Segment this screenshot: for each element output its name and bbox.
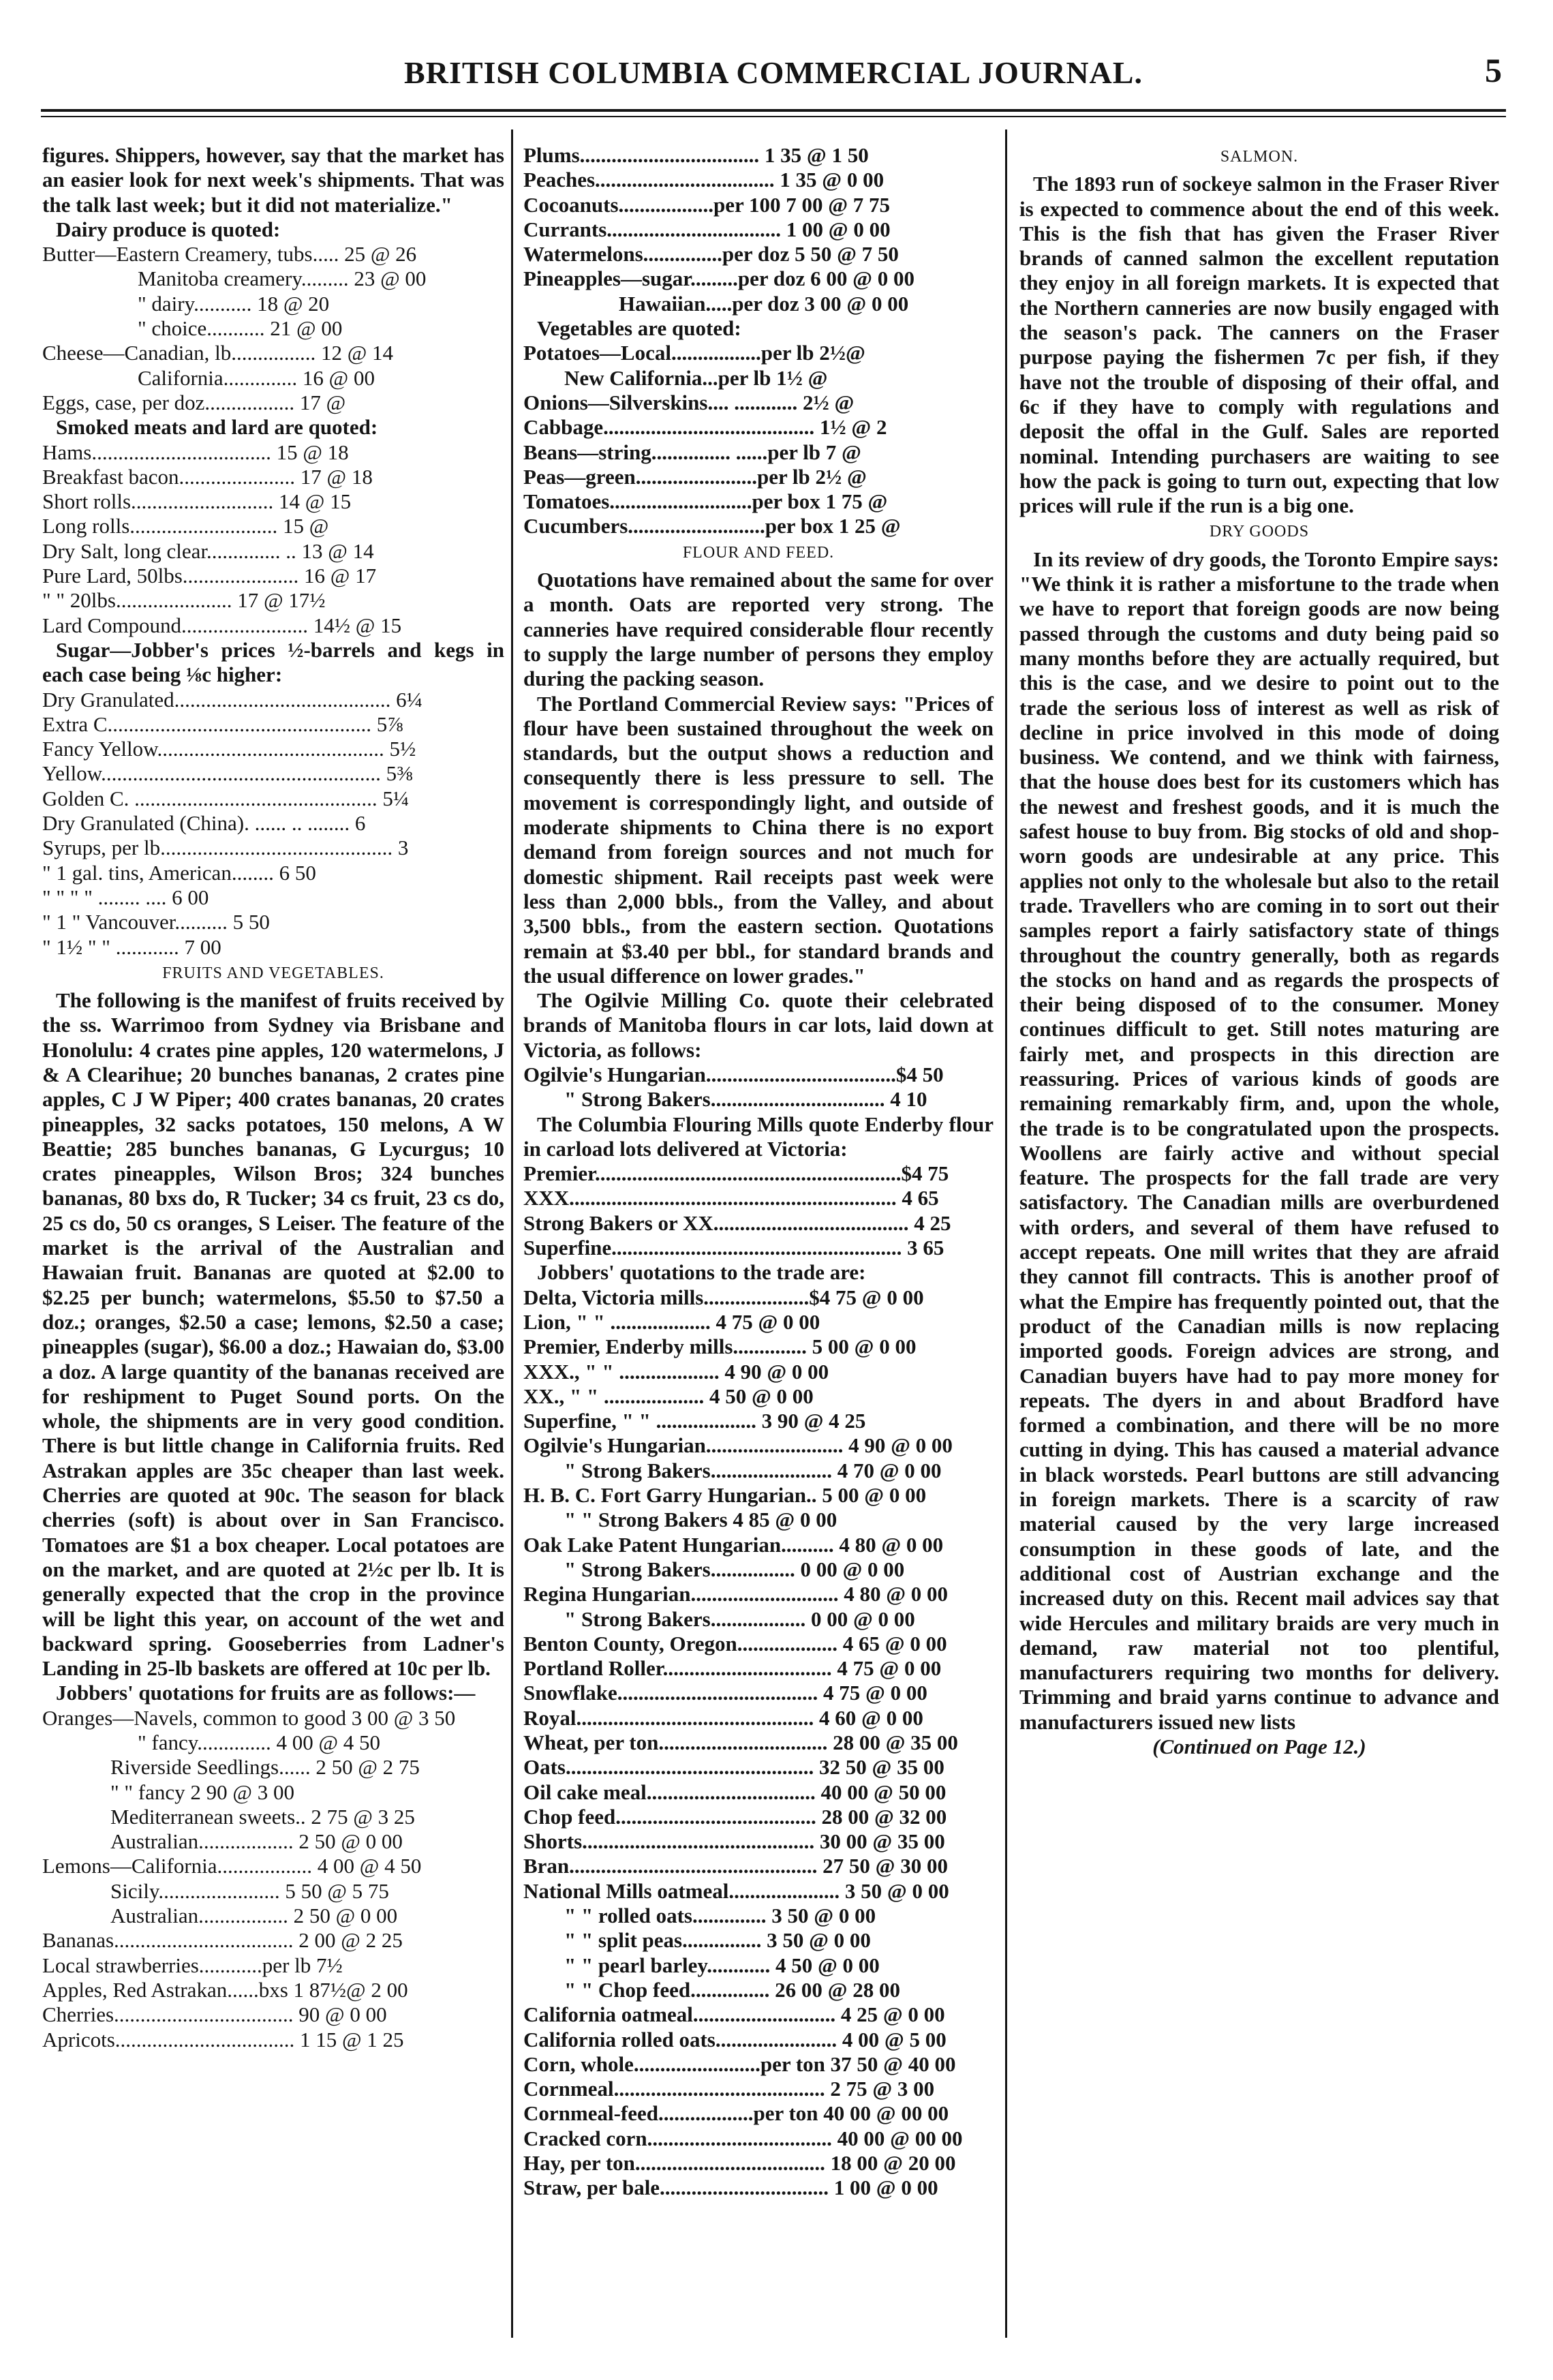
price-line: Cornmeal-feed..................per ton 40 00 @ 00 00 [523,2101,949,2126]
price-line: New California...per lb 1½ @ [564,365,828,390]
price-line: Dry Granulated......................................... 6¼ [42,687,422,712]
column-2 [523,143,994,2201]
price-line: " " 20lbs...................... 17 @ 17½ [42,588,326,613]
paragraph: Dairy produce is quoted: [56,217,281,241]
price-line: Delta, Victoria mills....................$4 75 @ 0 00 [523,1285,924,1309]
price-line: Regina Hungarian............................ 4 80 @ 0 00 [523,1582,949,1606]
header-rule [41,109,1506,112]
price-line: Lemons—California.................. 4 00 @ 4 50 [42,1854,422,1878]
price-line: Golden C. .............................................. 5¼ [42,786,410,810]
continuation-note: (Continued on Page 12.) [1152,1735,1366,1758]
price-line: Yellow..................................................... 5⅜ [42,761,413,786]
section-heading: SALMON. [1220,148,1299,166]
price-line: Lion, " " ................... 4 75 @ 0 00 [523,1309,820,1334]
price-line: Apples, Red Astrakan......bxs 1 87½@ 2 00 [42,1977,408,2002]
price-line: " " " " ........ .... 6 00 [42,885,209,909]
price-line: XX., " " ................... 4 50 @ 0 00 [523,1384,814,1408]
price-line: Pure Lard, 50lbs...................... 16 @ 17 [42,564,377,588]
price-line: Benton County, Oregon................... 4 65 @ 0 00 [523,1631,947,1656]
price-line: Hams.................................. 15 @ 18 [42,440,349,464]
column-divider [1005,129,1007,2338]
price-line: California oatmeal........................... 4 25 @ 0 00 [523,2002,945,2027]
price-line: Chop feed...................................... 28 00 @ 32 00 [523,1804,947,1829]
price-line: Cucumbers..........................per box 1 25 @ [523,514,901,538]
price-line: Butter—Eastern Creamery, tubs..... 25 @ 26 [42,242,417,266]
price-line: Ogilvie's Hungarian.......................... 4 90 @ 0 00 [523,1433,953,1458]
price-line: Watermelons...............per doz 5 50 @ 7 50 [523,242,899,266]
price-line: Cornmeal........................................ 2 75 @ 3 00 [523,2077,935,2101]
price-line: " fancy.............. 4 00 @ 4 50 [138,1730,381,1754]
price-line: Apricots.................................. 1 15 @ 1 25 [42,2027,404,2051]
price-line: Cheese—Canadian, lb................ 12 @ 14 [42,341,393,365]
price-line: Dry Salt, long clear.............. .. 13 @ 14 [42,538,374,563]
price-line: Riverside Seedlings...... 2 50 @ 2 75 [110,1755,420,1780]
price-line: Dry Granulated (China). ...... .. ........ 6 [42,811,366,836]
price-line: Superfine, " " ................... 3 90 @ 4 25 [523,1409,866,1433]
paragraph: Sugar—Jobber's prices ½-barrels and kegs in each case being ⅛c higher: [42,637,504,687]
price-line: Breakfast bacon...................... 17 @ 18 [42,464,373,489]
price-line: Beans—string............... ......per lb 7 @ [523,440,861,464]
paragraph: In its review of dry goods, the Toronto Empire says: "We think it is rather a misfortune to the trade when we have to report that foreign goods are now being passed through the customs and duty being paid so many months before they are actually required, but this is the case, and we desire to point out to the trade the serious loss of interest as well as risk of decline in price involved in this mode of doing business. We contend, and we think with fairness, that the house does best for its customers which has the newest and freshest goods, and it is much the safest house to buy from. Big stocks of old and shop-worn goods are undesirable at any price. This applies not only to the wholesale but also to the retail trade. Travellers who are coming in to sort out their samples report a fairly satisfactory state of things throughout the country generally, both as regards the stocks on hand and as regards the prospects of their being disposed of to the consumer. Money continues difficult to get. Still notes maturing are fairly met, and prospects in this direction are reassuring. Prices of various kinds of goods are remaining remarkably firm, and, upon the whole, the trade is to be congratulated upon the prospects. Woollens are fairly active and without special feature. The prospects for the fall trade are very satisfactory. The Canadian mills are overburdened with orders, and several of them have refused to accept repeats. One mill writes that they are afraid they cannot fill contracts. This is another proof of what the Empire has frequently pointed out, that the product of the Canadian mills is now replacing imported goods. Foreign advices are strong, and Canadian buyers have had to pay more money for repeats. The dyers in and about Bradford have formed a combination, and there will be no more cutting in dying. This has caused a material advance in black worsteds. Pearl buttons are still advancing in foreign markets. There is a scarcity of raw material caused by the very large increased consumption in these goods of late, and the additional cost of Austrian exchange and the increased duty on this. Recent mail advices say that wide Hercules and military braids are very much in demand, raw material not too plentiful, manufacturers requiring two months for delivery. Trimming and braid yarns continue to advance and manufacturers issued new lists [1019,547,1499,1734]
paragraph: Jobbers' quotations to the trade are: [537,1260,866,1285]
price-line: Cabbage........................................ 1½ @ 2 [523,415,887,440]
paragraph: The following is the manifest of fruits received by the ss. Warrimoo from Sydney via Brisbane and Honolulu: 4 crates pine apples, 120 watermelons, J & A Clearihue; 20 bunches bananas, 2 crates pine apples, C J W Piper; 400 crates bananas, 20 crates pineapples, 32 sacks potatoes, 150 melons, A W Beattie; 285 bunches bananas, G Lycurgus; 10 crates pineapples, Wilson Bros; 324 bunches bananas, 80 bxs do, R Tucker; 34 cs fruit, 23 cs do, 25 cs do, 50 cs oranges, S Leiser. The feature of the market is the arrival of the Australian and Hawaian fruit. Bananas are quoted at $2.00 to $2.25 per bunch; watermelons, $5.50 to $7.50 a doz.; oranges, $2.50 a case; lemons, $2.50 a case; pineapples (sugar), $6.00 a doz.; Hawaian do, $3.00 a doz. A large quantity of the bananas received are for reshipment to Puget Sound ports. On the whole, the shipments are in very good condition. There is but little change in California fruits. Red Astrakan apples are 35c cheaper than last week. Cherries are quoted at 90c. The season for black cherries (soft) is about over in San Francisco. Tomatoes are $1 a box cheaper. Local potatoes are on the market, and are quoted at 2½c per lb. It is generally expected that the crop in the province will be light this year, on account of the wet and backward spring. Gooseberries from Ladner's Landing in 25-lb baskets are offered at 10c per lb. [42,988,504,1681]
section-heading: FRUITS AND VEGETABLES. [162,964,384,982]
price-line: Ogilvie's Hungarian....................................$4 50 [523,1062,944,1086]
price-line: Wheat, per ton................................ 28 00 @ 35 00 [523,1730,958,1754]
price-line: Superfine....................................................... 3 65 [523,1236,944,1260]
price-line: Pineapples—sugar.........per doz 6 00 @ 0 00 [523,266,914,291]
price-line: Premier, Enderby mills.............. 5 00 @ 0 00 [523,1334,917,1359]
price-line: Local strawberries............per lb 7½ [42,1953,343,1977]
price-line: " " Chop feed............... 26 00 @ 28 00 [564,1977,900,2002]
price-line: " " pearl barley............ 4 50 @ 0 00 [564,1953,880,1977]
price-line: Bran............................................... 27 50 @ 30 00 [523,1854,949,1878]
price-line: Syrups, per lb............................................ 3 [42,836,409,860]
column-3 [1019,143,1499,1759]
price-line: Eggs, case, per doz................. 17 @ [42,390,346,414]
paragraph: Jobbers' quotations for fruits are as follows:— [56,1681,476,1705]
price-line: Hay, per ton.................................... 18 00 @ 20 00 [523,2151,956,2176]
price-line: Oranges—Navels, common to good 3 00 @ 3 50 [42,1705,456,1730]
price-line: Cocoanuts..................per 100 7 00 @ 7 75 [523,192,891,217]
price-line: Shorts............................................ 30 00 @ 35 00 [523,1829,945,1854]
price-line: Portland Roller................................ 4 75 @ 0 00 [523,1656,942,1681]
price-line: Australian.................. 2 50 @ 0 00 [110,1829,403,1854]
column-divider [511,129,513,2338]
price-line: Oil cake meal................................ 40 00 @ 50 00 [523,1780,947,1804]
section-heading: DRY GOODS [1209,523,1310,541]
section-heading: FLOUR AND FEED. [682,543,835,562]
paragraph: The Ogilvie Milling Co. quote their celebrated brands of Manitoba flours in car lots, laid down at Victoria, as follows: [523,988,994,1062]
price-line: Cherries.................................. 90 @ 0 00 [42,2002,387,2027]
price-line: " " split peas............... 3 50 @ 0 00 [564,1928,871,1953]
price-line: " 1 " Vancouver.......... 5 50 [42,910,270,934]
price-line: Manitoba creamery......... 23 @ 00 [138,266,427,291]
price-line: Currants................................. 1 00 @ 0 00 [523,217,891,241]
price-line: Premier..........................................................$4 75 [523,1161,949,1186]
header-rule-thin [41,116,1506,117]
price-line: " 1½ " " ............ 7 00 [42,934,221,959]
paragraph: The Portland Commercial Review says: "Prices of flour have been sustained throughout the week on standards, but the output shows a reduction and consequently there is less pressure to sell. The movement is correspondingly light, and outside of moderate shipments to China there is no export demand from foreign sources and not much for domestic shipment. Rail receipts past week were less than 2,000 bbls., from the Valley, and about 3,500 bbls., from the eastern section. Quotations remain at $3.40 per bbl., for standard brands and the usual difference on lower grades." [523,691,994,988]
price-line: Plums.................................. 1 35 @ 1 50 [523,143,869,167]
price-line: Oats............................................... 32 50 @ 35 00 [523,1755,944,1780]
price-line: Straw, per bale................................ 1 00 @ 0 00 [523,2176,938,2200]
price-line: Potatoes—Local.................per lb 2½@ [523,341,865,365]
paragraph: Vegetables are quoted: [537,316,741,341]
paragraph: Smoked meats and lard are quoted: [56,415,378,440]
price-line: " 1 gal. tins, American........ 6 50 [42,860,316,885]
price-line: Sicily....................... 5 50 @ 5 75 [110,1878,389,1903]
price-line: Onions—Silverskins.... ............ 2½ @ [523,390,855,414]
price-line: Cracked corn................................... 40 00 @ 00 00 [523,2126,963,2150]
price-line: Strong Bakers or XX..................................... 4 25 [523,1210,951,1235]
price-line: XXX., " " ................... 4 90 @ 0 00 [523,1359,829,1384]
price-line: Oak Lake Patent Hungarian.......... 4 80 @ 0 00 [523,1532,944,1557]
page-number: 5 [1485,51,1502,89]
price-line: " dairy........... 18 @ 20 [138,291,330,316]
price-line: Peaches.................................. 1 35 @ 0 00 [523,168,885,192]
price-line: Bananas.................................. 2 00 @ 2 25 [42,1928,403,1953]
price-line: " Strong Bakers................ 0 00 @ 0 00 [564,1557,905,1581]
price-line: California.............. 16 @ 00 [138,365,375,390]
paragraph: The Columbia Flouring Mills quote Enderby flour in carload lots delivered at Victoria: [523,1112,994,1161]
price-line: " " fancy 2 90 @ 3 00 [110,1780,294,1804]
price-line: Royal............................................. 4 60 @ 0 00 [523,1705,923,1730]
price-line: National Mills oatmeal..................... 3 50 @ 0 00 [523,1878,949,1903]
page-header [41,49,1506,97]
price-line: Hawaiian.....per doz 3 00 @ 0 00 [619,291,909,316]
paragraph: Quotations have remained about the same for over a month. Oats are reported very strong. The canneries have required considerable flour recently to supply the large number of persons they employ during the packing season. [523,568,994,691]
price-line: " Strong Bakers.................. 0 00 @ 0 00 [564,1606,915,1631]
price-line: Lard Compound........................ 14½ @ 15 [42,613,402,637]
price-line: " " rolled oats.............. 3 50 @ 0 00 [564,1904,876,1928]
price-line: " " Strong Bakers 4 85 @ 0 00 [564,1508,837,1532]
price-line: Snowflake...................................... 4 75 @ 0 00 [523,1681,927,1705]
price-line: " Strong Bakers................................. 4 10 [564,1087,927,1112]
price-line: Extra C.................................................. 5⅞ [42,712,403,736]
column-1 [42,143,504,2052]
price-line: " Strong Bakers....................... 4 70 @ 0 00 [564,1458,942,1482]
price-line: " choice........... 21 @ 00 [138,316,343,341]
price-line: Fancy Yellow........................................... 5½ [42,737,416,761]
price-line: Mediterranean sweets.. 2 75 @ 3 25 [110,1804,415,1829]
paragraph: The 1893 run of sockeye salmon in the Fraser River is expected to commence about the end of this week. This is the fish that has given the Fraser River brands of canned salmon the excellent reputation they enjoy in all foreign markets. It is expected that the Northern canneries are now busily engaged with the season's pack. The canners on the Fraser purpose paying the fishermen 7c per fish, if they have not the trouble of disposing of their offal, and 6c if they have to comply with regulations and deposit the offal in the Gulf. Sales are reported nominal. Intending purchasers are waiting to see how the pack is going to turn out, expecting that low prices will rule if the run is a big one. [1019,172,1499,518]
journal-title: BRITISH COLUMBIA COMMERCIAL JOURNAL. [404,55,1143,90]
price-line: Long rolls............................ 15 @ [42,514,329,538]
price-line: Peas—green.......................per lb 2½ @ [523,464,867,489]
price-line: Australian................. 2 50 @ 0 00 [110,1904,398,1928]
price-line: California rolled oats....................... 4 00 @ 5 00 [523,2027,947,2051]
price-line: Corn, whole........................per ton 37 50 @ 40 00 [523,2051,956,2076]
price-line: H. B. C. Fort Garry Hungarian.. 5 00 @ 0 00 [523,1483,927,1508]
paragraph: figures. Shippers, however, say that the market has an easier look for next week's shipments. That was the talk last week; but it did not materialize." [42,143,504,217]
price-line: Tomatoes...........................per box 1 75 @ [523,489,888,514]
price-line: Short rolls........................... 14 @ 15 [42,489,352,514]
price-line: XXX.............................................................. 4 65 [523,1186,939,1210]
